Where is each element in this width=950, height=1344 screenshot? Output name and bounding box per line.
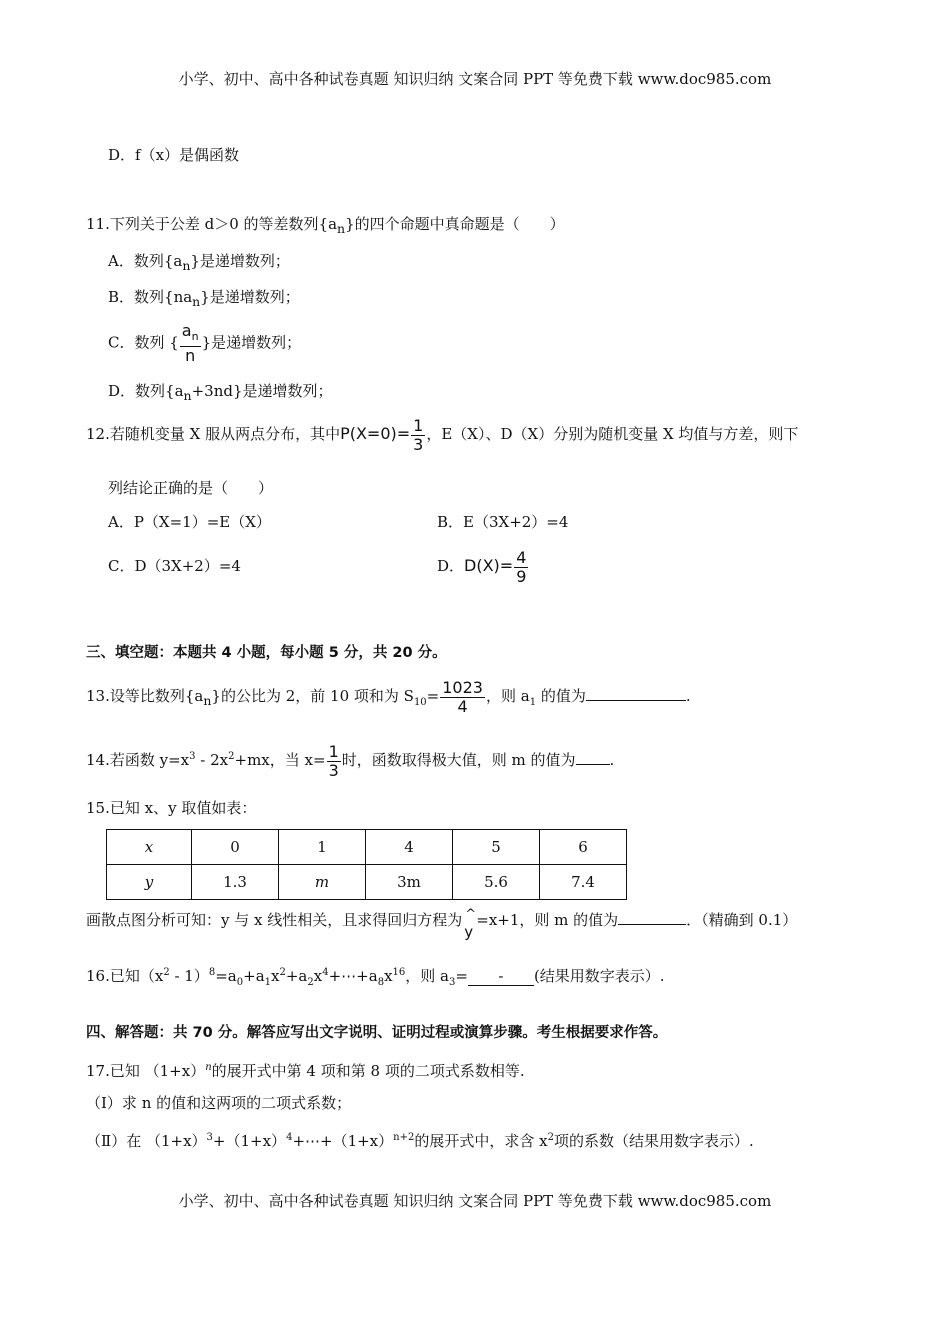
q16-stem-c: =a <box>215 967 237 985</box>
q13-stem-c: ，则 a <box>485 687 530 705</box>
q16-answer-blank[interactable]: - <box>468 965 534 986</box>
q10-option-d: D．f（x）是偶函数 <box>108 146 240 164</box>
q11-c-post: }是递增数列； <box>201 333 302 352</box>
q14-stem-d: 时，函数取得极大值，则 m 的值为 <box>341 751 576 769</box>
q14-sup-2: 2 <box>228 751 235 762</box>
q12-stem-b: ，E（X）、D（X）分别为随机变量 X 均值与方差，则下 <box>426 425 799 443</box>
q14-num: 1 <box>328 741 339 761</box>
q13-stem-a: 13.设等比数列{a <box>86 687 204 705</box>
q12-p-expr: P(X=0)= <box>340 424 411 443</box>
q11-c-num-sub: n <box>191 330 199 344</box>
q13-sub-n: n <box>203 693 212 708</box>
q13-sub-1: 1 <box>529 697 537 708</box>
q11-c-pre: C．数列 { <box>108 333 179 352</box>
q11-c-den: n <box>185 346 196 366</box>
q15-analysis-b: =x+1，则 m 的值为 <box>476 911 619 929</box>
q17-part2-c: +⋯+（1+x） <box>292 1132 394 1150</box>
table-cell: 1 <box>279 830 366 865</box>
table-header-y: y <box>107 865 192 900</box>
q13-sub-10: 10 <box>413 697 427 708</box>
q17-part2-b: +（1+x） <box>212 1132 287 1150</box>
q17-part2-a: （Ⅱ）在 （1+x） <box>86 1132 207 1150</box>
q17-sup-2: 2 <box>547 1132 554 1143</box>
q16-sup-2: 2 <box>163 967 170 978</box>
table-row-x <box>107 830 627 865</box>
q17-sup-n: n <box>205 1062 212 1073</box>
q12-d-num: 4 <box>516 547 527 567</box>
table-row-y <box>107 865 627 900</box>
q11-stem <box>86 213 565 240</box>
q16-dots: +⋯+a <box>328 967 378 985</box>
q15-answer-blank[interactable] <box>618 908 686 925</box>
q16-sub-0: 0 <box>236 977 244 988</box>
q11-b-sub: n <box>192 294 201 309</box>
q13-eq: = <box>426 687 440 705</box>
table-cell: 7.4 <box>540 865 627 900</box>
q12-d-label: D． <box>437 557 465 575</box>
table-cell: 3m <box>366 865 453 900</box>
q13-fraction <box>440 679 485 716</box>
q11-c-num: a <box>181 321 192 340</box>
q13-end: . <box>685 687 691 705</box>
q17-part1: （Ⅰ）求 n 的值和这两项的二项式系数； <box>86 1094 352 1112</box>
q16-x-b: x <box>313 967 323 985</box>
q13-den: 4 <box>457 696 468 716</box>
q11-stem-a: 11.下列关于公差 d＞0 的等差数列{a <box>86 215 338 233</box>
q16-plus-a2: +a <box>285 967 308 985</box>
q17-part2 <box>86 1127 754 1152</box>
q15-stem: 15.已知 x、y 取值如表： <box>86 799 257 817</box>
q11-d-post: +3nd}是递增数列； <box>191 382 333 400</box>
q11-option-a <box>108 250 290 277</box>
q14-stem-c: +mx，当 x= <box>234 751 326 769</box>
q16-sub-8: 8 <box>377 977 385 988</box>
q14-answer-blank[interactable] <box>576 748 610 765</box>
q12-p-fraction <box>411 417 425 454</box>
q15-table <box>106 829 627 900</box>
q14-den: 3 <box>328 760 339 780</box>
q16-sup-16: 16 <box>392 967 406 978</box>
table-cell: 6 <box>540 830 627 865</box>
q16-x-c: x <box>384 967 393 985</box>
q17-sup-3: 3 <box>206 1132 213 1143</box>
q12-stem-cont: 列结论正确的是（ ） <box>108 479 274 497</box>
q11-b-post: }是递增数列； <box>200 288 300 306</box>
q12-d-fraction <box>514 549 528 586</box>
q17-sup-4: 4 <box>286 1132 293 1143</box>
q14-end: . <box>609 751 615 769</box>
q12-stem-a: 12.若随机变量 X 服从两点分布，其中 <box>86 425 341 443</box>
q16-stem-d: ，则 a <box>405 967 449 985</box>
table-header-x: x <box>107 830 192 865</box>
q14-stem-b: - 2x <box>195 751 229 769</box>
table-cell: 5 <box>453 830 540 865</box>
page-footer: 小学、初中、高中各种试卷真题 知识归纳 文案合同 PPT 等免费下载 www.doc985.com <box>178 1192 772 1210</box>
q17-part2-e: 项的系数（结果用数字表示）. <box>553 1132 754 1150</box>
q15-y-hat <box>462 907 477 941</box>
q14-stem <box>86 737 614 780</box>
q12-stem <box>86 414 798 454</box>
q16-stem <box>86 962 665 994</box>
q17-sup-n2: n+2 <box>393 1132 415 1143</box>
q17-stem <box>86 1057 525 1082</box>
q16-stem-e: = <box>455 967 468 985</box>
page-header: 小学、初中、高中各种试卷真题 知识归纳 文案合同 PPT 等免费下载 www.doc985.com <box>178 70 772 88</box>
q16-sub-2: 2 <box>307 977 314 988</box>
q16-sub-3: 3 <box>448 977 456 988</box>
q16-sup-2b: 2 <box>279 967 286 978</box>
q11-d-sub: n <box>183 388 192 403</box>
q16-plus-a1: +a <box>243 967 265 985</box>
q15-y-symbol: y <box>464 923 474 941</box>
q12-option-d <box>437 546 529 586</box>
q17-part2-d: 的展开式中，求含 x <box>414 1132 548 1150</box>
q11-option-c <box>108 322 301 365</box>
q16-sub-1: 1 <box>264 977 272 988</box>
q11-c-fraction <box>180 322 201 365</box>
q16-x-a: x <box>271 967 280 985</box>
q12-d-expr: D(X)= <box>464 556 514 575</box>
q11-option-d <box>108 380 333 407</box>
q16-stem-b: - 1） <box>169 967 209 985</box>
table-cell: 0 <box>192 830 279 865</box>
q12-d-den: 9 <box>516 566 527 586</box>
table-cell: m <box>279 865 366 900</box>
q12-option-b: B．E（3X+2）=4 <box>437 513 569 531</box>
section3-title: 三、填空题：本题共 4 小题，每小题 5 分，共 20 分。 <box>86 645 447 661</box>
table-cell: 4 <box>366 830 453 865</box>
q15-hat-symbol: ^ <box>465 907 477 922</box>
q13-num: 1023 <box>442 677 483 697</box>
q12-p-num: 1 <box>413 415 424 435</box>
table-cell: 5.6 <box>453 865 540 900</box>
q15-analysis-c: ．（精确到 0.1） <box>686 911 798 929</box>
q13-answer-blank[interactable] <box>586 684 686 701</box>
q11-sub-n: n <box>337 221 346 236</box>
q12-option-c: C．D（3X+2）=4 <box>108 557 241 575</box>
q11-stem-b: }的四个命题中真命题是（ ） <box>345 215 565 233</box>
q13-stem <box>86 676 691 723</box>
q11-a-pre: A．数列{a <box>108 252 183 270</box>
q12-p-den: 3 <box>413 434 424 454</box>
q16-stem-a: 16.已知（x <box>86 967 164 985</box>
q11-option-b <box>108 286 300 313</box>
q16-sup-4: 4 <box>322 967 329 978</box>
q13-stem-d: 的值为 <box>536 687 586 705</box>
q16-sup-8: 8 <box>208 967 216 978</box>
q11-a-sub: n <box>182 258 191 273</box>
q15-analysis <box>86 907 798 941</box>
table-cell: 1.3 <box>192 865 279 900</box>
section4-title: 四、解答题：共 70 分。解答应写出文字说明、证明过程或演算步骤。考生根据要求作答。 <box>86 1025 668 1041</box>
q17-stem-a: 17.已知 （1+x） <box>86 1062 206 1080</box>
q11-b-pre: B．数列{na <box>108 288 193 306</box>
q17-stem-b: 的展开式中第 4 项和第 8 项的二项式系数相等. <box>211 1062 525 1080</box>
q14-sup-3: 3 <box>189 751 196 762</box>
q14-fraction <box>327 743 341 780</box>
q11-d-pre: D．数列{a <box>108 382 184 400</box>
q14-stem-a: 14.若函数 y=x <box>86 751 190 769</box>
q16-stem-f: (结果用数字表示）. <box>533 967 665 985</box>
q13-stem-b: }的公比为 2，前 10 项和为 S <box>211 687 414 705</box>
q12-option-a: A．P（X=1）=E（X） <box>108 513 271 531</box>
q15-analysis-a: 画散点图分析可知：y 与 x 线性相关，且求得回归方程为 <box>86 911 463 929</box>
q11-a-post: }是递增数列； <box>190 252 290 270</box>
